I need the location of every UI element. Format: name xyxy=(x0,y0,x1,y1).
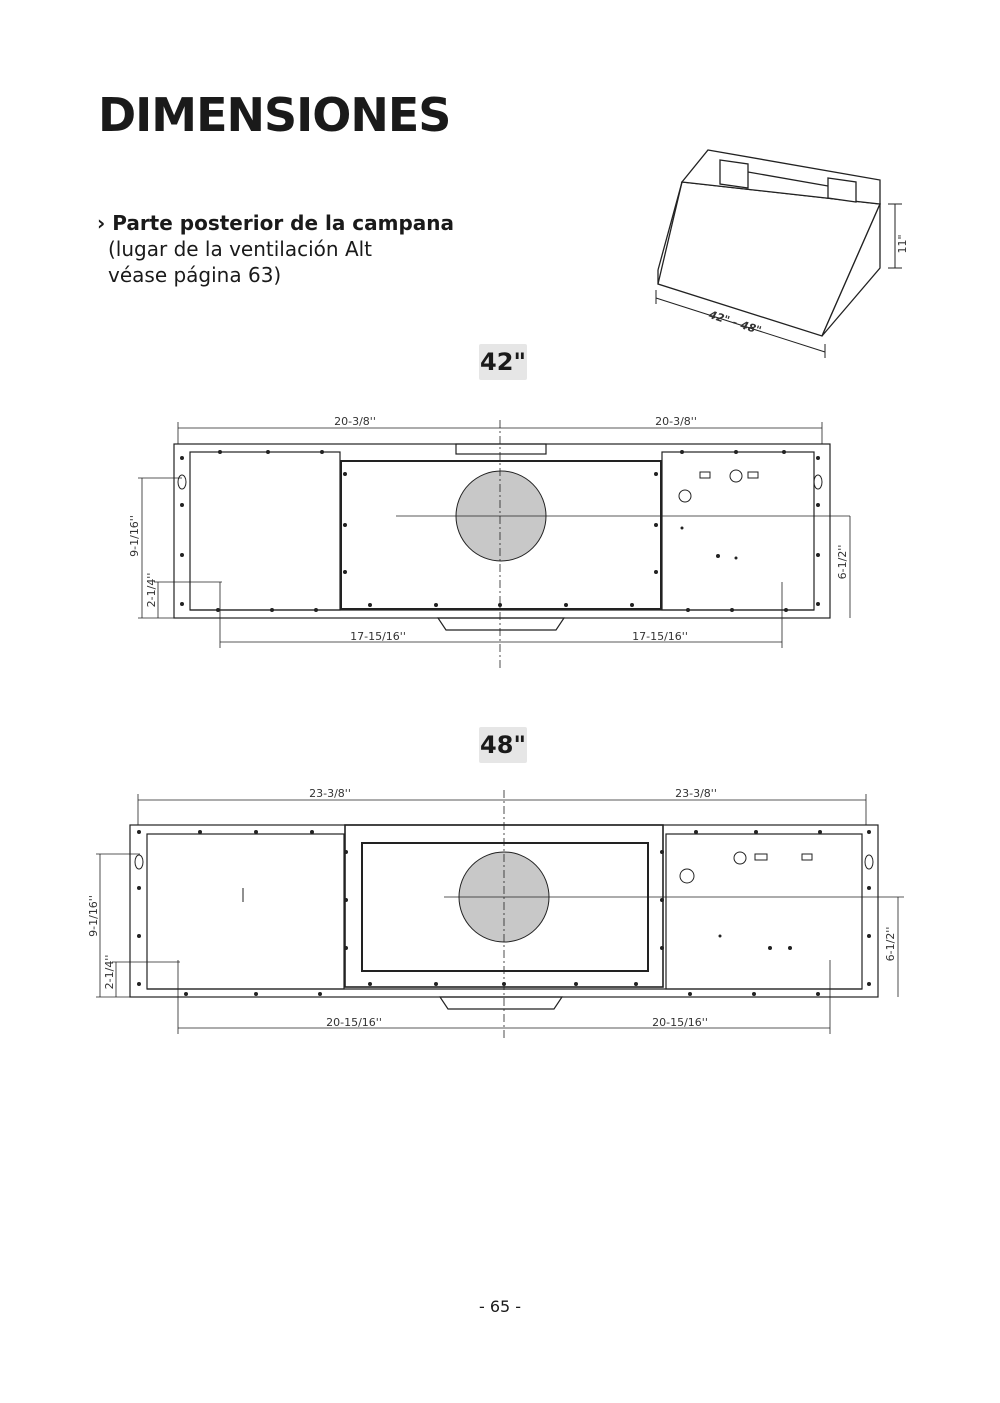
subheading-title: › Parte posterior de la campana xyxy=(97,211,455,235)
hood-48-top-right-dim: 23-3/8'' xyxy=(675,787,717,800)
hood-48-left-tall-dim: 9-1/16'' xyxy=(87,895,100,937)
hood-42-bottom-right-dim: 17-15/16'' xyxy=(632,630,688,643)
iso-width-label: 42" - 48" xyxy=(707,308,763,338)
hood-48-left-short-dim: 2-1/4'' xyxy=(103,954,116,990)
page-number: - 65 - xyxy=(478,1297,522,1316)
page-title: DIMENSIONES xyxy=(98,88,451,142)
subheading-note-line2: véase página 63) xyxy=(108,263,282,287)
hood-42-top-left-dim: 20-3/8'' xyxy=(334,415,376,428)
hood-42-right-height-dim: 6-1/2'' xyxy=(836,544,849,580)
hood-42-left-short-dim: 2-1/4'' xyxy=(145,572,158,608)
hood-42-top-right-dim: 20-3/8'' xyxy=(655,415,697,428)
hood-48-right-height-dim: 6-1/2'' xyxy=(884,926,897,962)
hood-48-bottom-left-dim: 20-15/16'' xyxy=(326,1016,382,1029)
size-badge-42: 42" xyxy=(479,344,527,380)
subheading-note-line1: (lugar de la ventilación Alt xyxy=(108,237,373,261)
hood-48-bottom-right-dim: 20-15/16'' xyxy=(652,1016,708,1029)
hood-48-top-left-dim: 23-3/8'' xyxy=(309,787,351,800)
size-badge-48: 48" xyxy=(479,727,527,763)
hood-42-bottom-left-dim: 17-15/16'' xyxy=(350,630,406,643)
iso-height-label: 11" xyxy=(896,234,909,254)
hood-42-left-tall-dim: 9-1/16'' xyxy=(128,515,141,557)
